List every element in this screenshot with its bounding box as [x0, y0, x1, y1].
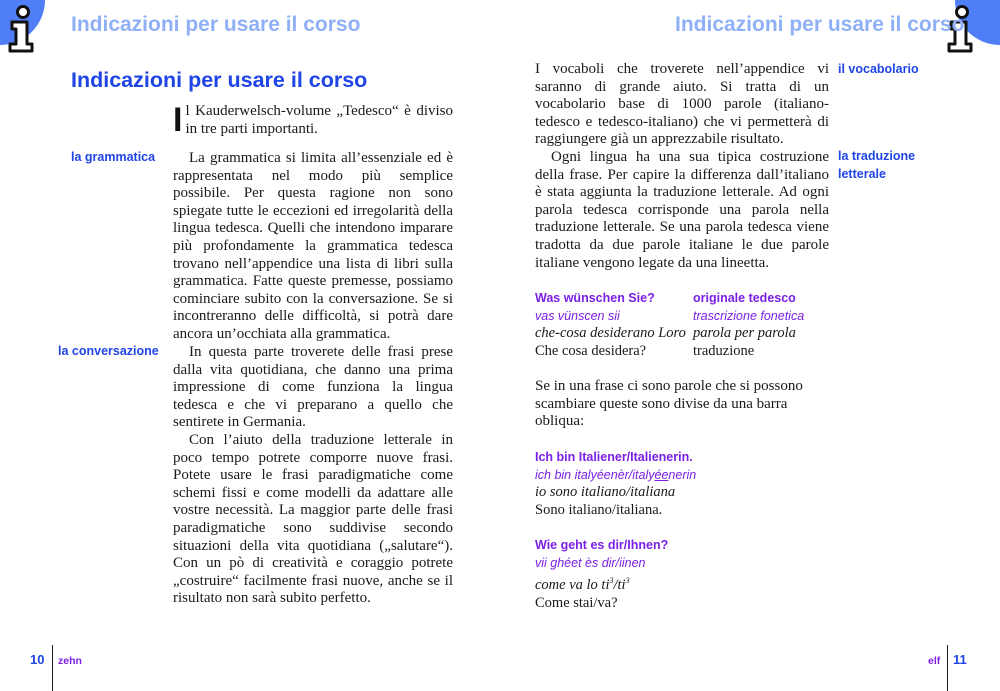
- legend-german: originale tedesco: [693, 291, 796, 305]
- intro-text: l Kauderwelsch-volume „Tedesco“ è diviso in tre parti importanti.: [185, 103, 453, 137]
- example-2: [535, 537, 668, 612]
- intro-paragraph: [173, 103, 453, 138]
- page-word-left: zehn: [58, 655, 82, 667]
- example-literal: che-cosa desiderano Loro: [535, 325, 686, 342]
- example-phonetic: vas vünscen sii: [535, 308, 620, 323]
- example-table-legend: [693, 290, 804, 360]
- page-divider-left: [52, 645, 53, 691]
- paragraph-traduzione-text: Con l’aiuto della traduzione letterale in poco tempo potrete comporre nuove frasi. Potete usare le frasi paradigmatiche come schemi fissi e come modelli da adattare alle vostre necessità. La maggior parte delle frasi paradigmatiche sono suddivise secondo situazioni della vita quotidiana („salutare“). Con un pò di creatività e coraggio potrete „costruire“ facilmente frasi nuove, anche se il risultato non sarà subito perfetto.: [173, 431, 453, 607]
- example-1-literal: io sono italiano/italiana: [535, 484, 676, 501]
- paragraph-barra: [535, 378, 829, 431]
- paragraph-costruzione-text: Ogni lingua ha una sua tipica costruzione della frase. Per capire la differenza dall’italiano è stata aggiunta la traduzione letterale. Ad ogni parola tedesca corrisponde una parola nella traduzione letterale. Se una parola tedesca viene tradotta da due parole italiane le due parole italiane vengono legate da una lineetta.: [535, 148, 829, 271]
- example-2-phonetic: vii ghéet ès dir/iinen: [535, 555, 646, 570]
- paragraph-grammatica: [173, 150, 453, 344]
- info-icon: [4, 4, 38, 54]
- running-header-left: Indicazioni per usare il corso: [71, 13, 361, 36]
- page-number-right: 11: [953, 652, 967, 667]
- drop-cap: I: [173, 101, 183, 139]
- example-2-translation: Come stai/va?: [535, 594, 618, 611]
- example-1-german: Ich bin Italiener/Italienerin.: [535, 450, 693, 464]
- example-1-translation: Sono italiano/italiana.: [535, 501, 663, 518]
- margin-note-traduzione: la traduzione: [838, 149, 916, 163]
- paragraph-vocabolario: [535, 61, 829, 272]
- running-header-right: Indicazioni per usare il corso: [675, 13, 965, 36]
- example-1-phonetic: ich bin italyéenèr/italyéenerin: [535, 467, 697, 482]
- page-title: Indicazioni per usare il corso: [71, 68, 368, 92]
- example-1: [535, 449, 696, 519]
- example-2-german: Wie geht es dir/Ihnen?: [535, 538, 669, 552]
- paragraph-conversazione: [173, 344, 453, 608]
- legend-phonetic: trascrizione fonetica: [693, 308, 805, 323]
- paragraph-conversazione-text: In questa parte troverete delle frasi prese dalla vita quotidiana, che danno una prima impressione di come funziona la lingua tedesca e che vi preparano a quello che sentirete in Germania.: [173, 344, 453, 431]
- example-translation: Che cosa desidera?: [535, 342, 647, 359]
- margin-note-vocabolario: il vocabolario: [838, 62, 919, 76]
- page-number-left: 10: [30, 652, 45, 667]
- example-2-literal: come va lo $ti^3/ti^3$: [535, 576, 630, 594]
- paragraph-grammatica-text: La grammatica si limita all’essenziale ed è rappresentata nel modo più semplice possibile. Per questa ragione non sono spiegate tutte le eccezioni ed irregolarità della lingua tedesca. Quelli che intendono imparare più profondamente la grammatica tedesca trovano nell’appendice una lista di libri sulla grammatica. Fatte queste premesse, possiamo cominciare subito con la conversazione. Se si incontreranno delle difficoltà, si potrà dare ancora un’occhiata alla grammatica.: [173, 150, 453, 342]
- margin-note-conversazione: la conversazione: [58, 344, 159, 358]
- paragraph-vocabolario-text: I vocaboli che troverete nell’appendice vi saranno di grande aiuto. Si tratta di un vocabolario base di 1000 parole (italiano-tedesco e tedesco-italiano) che vi permetterà di raggiungere già un apprezzabile risultato.: [535, 61, 829, 148]
- page-divider-right: [947, 645, 948, 691]
- example-table-left: [535, 290, 686, 360]
- example-german: Was wünschen Sie?: [535, 291, 655, 305]
- margin-note-grammatica: la grammatica: [71, 150, 156, 164]
- margin-note-letterale: letterale: [838, 167, 886, 181]
- page-word-right: elf: [928, 655, 941, 667]
- paragraph-barra-text: Se in una frase ci sono parole che si possono scambiare queste sono divise da una barra obliqua:: [535, 378, 803, 430]
- legend-literal: parola per parola: [693, 325, 796, 342]
- legend-translation: traduzione: [693, 342, 755, 359]
